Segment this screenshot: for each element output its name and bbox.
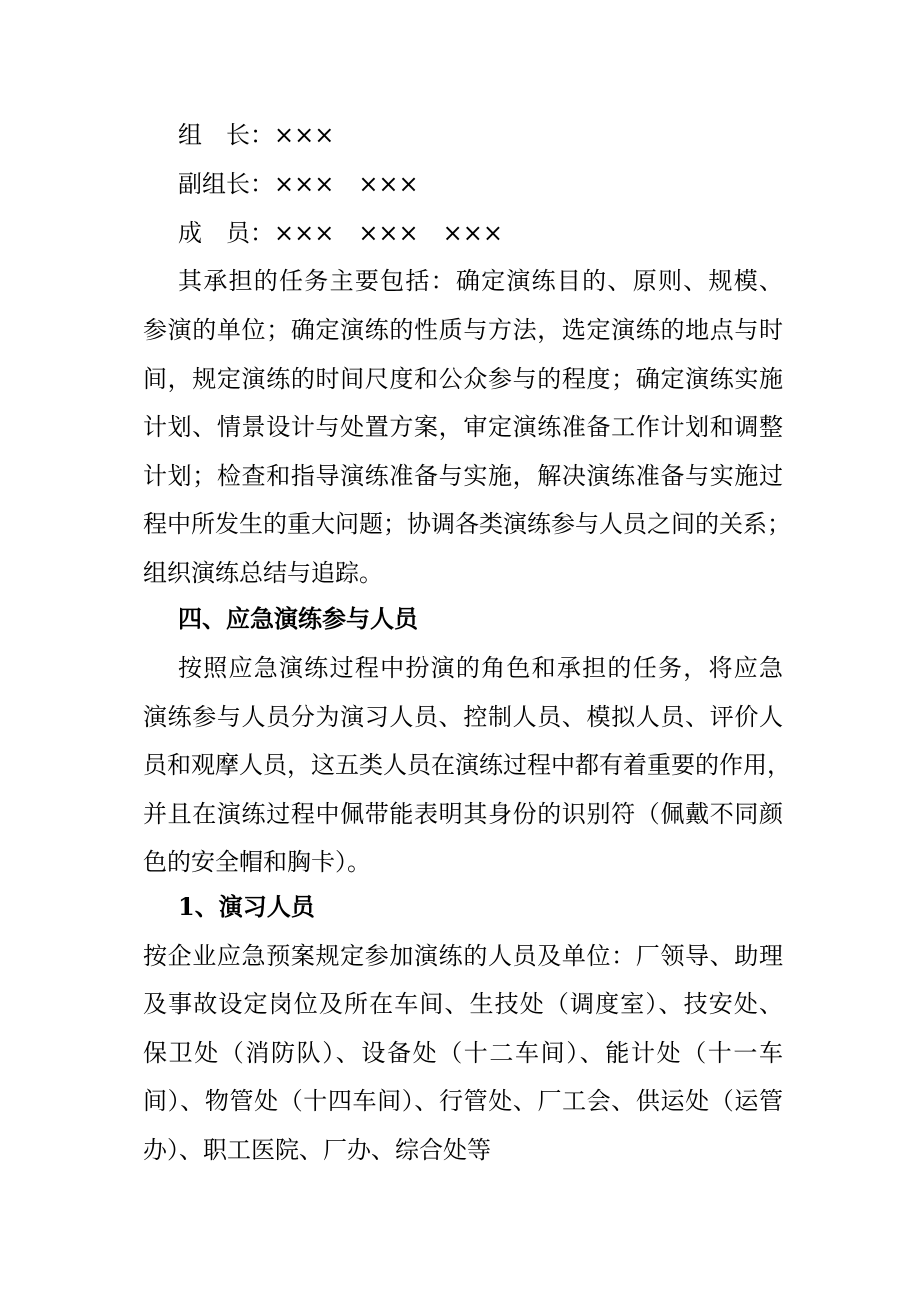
participants-paragraph-line: 色的安全帽和胸卡）。 bbox=[143, 848, 371, 876]
participants-paragraph-line: 按照应急演练过程中扮演的角色和承担的任务，将应急 bbox=[178, 654, 783, 682]
team-deputy-line: 副组长：××× ××× bbox=[178, 170, 419, 198]
drill-personnel-line: 保卫处（消防队）、设备处（十二车间）、能计处（十一车 bbox=[143, 1039, 783, 1067]
participants-paragraph-line: 并且在演练过程中佩带能表明其身份的识别符（佩戴不同颜 bbox=[143, 800, 783, 828]
drill-personnel-line: 办）、职工医院、厂办、综合处等 bbox=[143, 1136, 491, 1164]
tasks-paragraph-line: 间，规定演练的时间尺度和公众参与的程度；确定演练实施 bbox=[143, 365, 783, 393]
subsection-heading: 1、演习人员 bbox=[178, 892, 315, 921]
section-heading: 四、应急演练参与人员 bbox=[178, 604, 418, 633]
team-leader-line: 组 长：××× bbox=[178, 121, 335, 149]
tasks-paragraph-line: 参演的单位；确定演练的性质与方法，选定演练的地点与时 bbox=[143, 316, 783, 344]
tasks-paragraph-line: 计划；检查和指导演练准备与实施，解决演练准备与实施过 bbox=[143, 462, 783, 490]
participants-paragraph-line: 演练参与人员分为演习人员、控制人员、模拟人员、评价人 bbox=[143, 703, 783, 731]
drill-personnel-line: 及事故设定岗位及所在车间、生技处（调度室）、技安处、 bbox=[143, 990, 783, 1018]
tasks-paragraph-line: 其承担的任务主要包括：确定演练目的、原则、规模、 bbox=[178, 267, 783, 295]
tasks-paragraph-line: 程中所发生的重大问题；协调各类演练参与人员之间的关系； bbox=[143, 510, 791, 538]
participants-paragraph-line: 员和观摩人员，这五类人员在演练过程中都有着重要的作用， bbox=[143, 751, 791, 779]
drill-personnel-line: 间）、物管处（十四车间）、行管处、厂工会、供运处（运管 bbox=[143, 1087, 783, 1115]
team-members-line: 成 员：××× ××× ××× bbox=[178, 219, 503, 247]
tasks-paragraph-line: 组织演练总结与追踪。 bbox=[143, 559, 383, 587]
tasks-paragraph-line: 计划、情景设计与处置方案，审定演练准备工作计划和调整 bbox=[143, 413, 783, 441]
drill-personnel-line: 按企业应急预案规定参加演练的人员及单位：厂领导、助理 bbox=[143, 942, 783, 970]
